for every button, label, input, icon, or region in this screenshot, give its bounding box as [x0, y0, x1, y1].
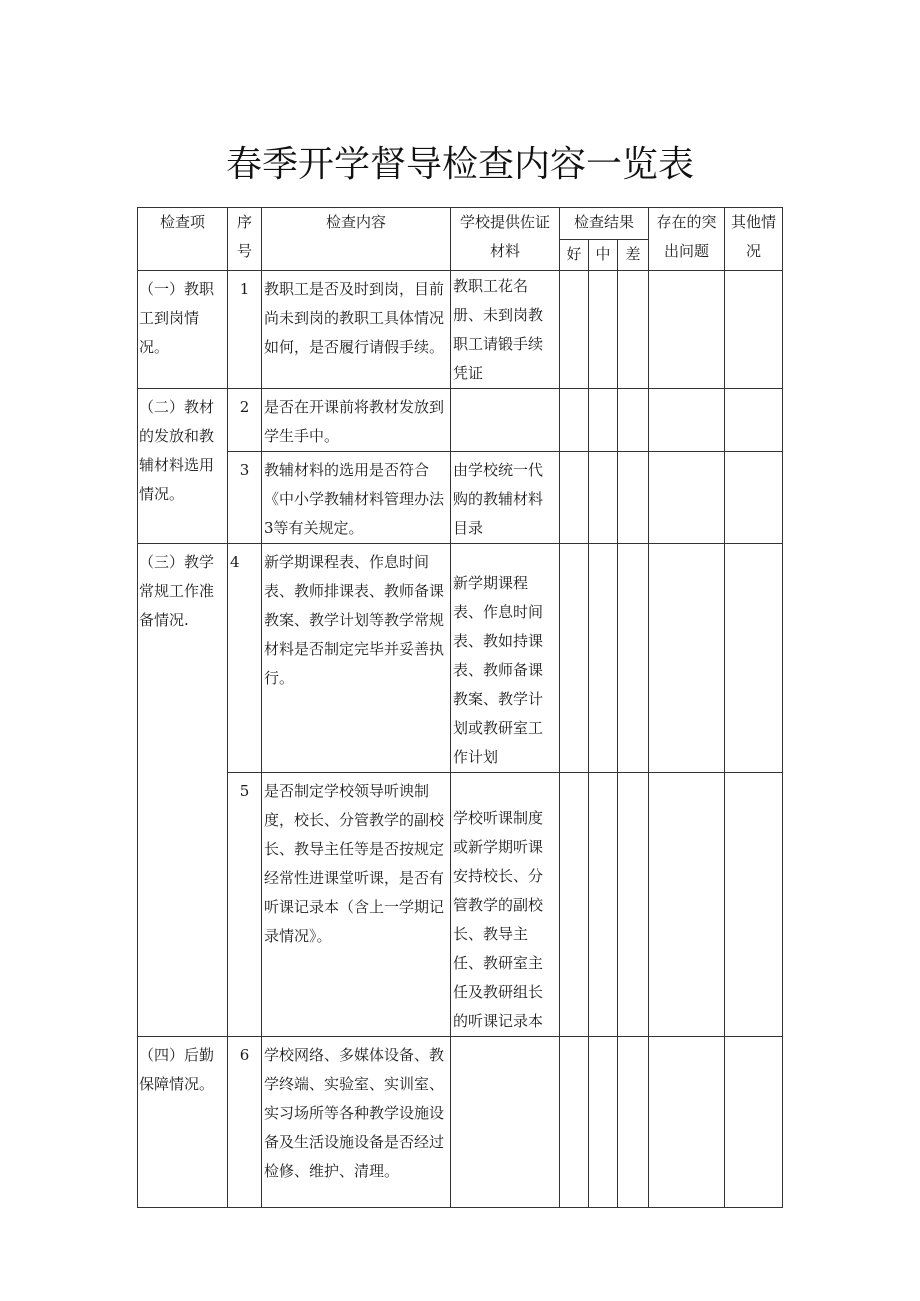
page-title: 春季开学督导检查内容一览表 — [225, 144, 694, 185]
header-other: 其他情况 — [725, 208, 783, 271]
other-cell — [725, 773, 783, 1037]
row-content: 是否在开课前将教材发放到学生手中。 — [262, 389, 451, 452]
group-name: （一）教职工到岗情况。 — [138, 271, 228, 389]
row-evidence: 由学校统一代购的教辅材料目录 — [451, 452, 560, 544]
result-poor-cell — [618, 452, 649, 544]
result-mid-cell — [589, 389, 618, 452]
problems-cell — [649, 452, 725, 544]
row-seq: 1 — [228, 271, 262, 389]
table-row — [138, 773, 783, 1037]
problems-cell — [649, 773, 725, 1037]
header-good: 好 — [560, 239, 589, 271]
result-poor-cell — [618, 544, 649, 773]
row-content: 学校网络、多媒体设备、教学终端、实验室、实训室、实习场所等各种教学设施设备及生活设施设备是否经过检修、维护、清理。 — [262, 1037, 451, 1208]
problems-cell — [649, 1037, 725, 1208]
result-good-cell — [560, 773, 589, 1037]
header-row — [138, 208, 783, 240]
table-row — [138, 452, 783, 544]
row-content: 是否制定学校领导听谀制度，校长、分管教学的副校长、教导主任等是否按规定经常性进课堂听课，是否有听课记录本（含上一学期记录情况》。 — [262, 773, 451, 1037]
problems-cell — [649, 389, 725, 452]
header-poor: 差 — [618, 239, 649, 271]
group-name: （二）教材的发放和教辅材料选用情况。 — [138, 389, 228, 544]
header-content: 检查内容 — [262, 208, 451, 271]
result-poor-cell — [618, 1037, 649, 1208]
result-poor-cell — [618, 389, 649, 452]
table-row — [138, 544, 783, 773]
row-seq: 5 — [228, 773, 262, 1037]
other-cell — [725, 389, 783, 452]
result-good-cell — [560, 544, 589, 773]
row-seq: 3 — [228, 452, 262, 544]
result-good-cell — [560, 452, 589, 544]
row-evidence — [451, 389, 560, 452]
result-good-cell — [560, 1037, 589, 1208]
result-good-cell — [560, 389, 589, 452]
row-seq: 2 — [228, 389, 262, 452]
table-row — [138, 389, 783, 452]
row-evidence: 教职工花名册、未到岗教职工请锻手续凭证 — [451, 271, 560, 389]
header-problems: 存在的突出问题 — [649, 208, 725, 271]
header-evidence: 学校提供佐证材料 — [451, 208, 560, 271]
row-evidence: 学校听课制度或新学期听课安持校长、分管教学的副校长、教导主任、教研室主任及教研组长的听课记录本 — [451, 773, 560, 1037]
table-row — [138, 1037, 783, 1208]
group-name: （三）教学常规工作准备情况. — [138, 544, 228, 1037]
header-seq: 序号 — [228, 208, 262, 271]
header-mid: 中 — [589, 239, 618, 271]
other-cell — [725, 544, 783, 773]
inspection-table — [137, 207, 783, 1208]
result-mid-cell — [589, 271, 618, 389]
result-mid-cell — [589, 544, 618, 773]
other-cell — [725, 1037, 783, 1208]
result-poor-cell — [618, 271, 649, 389]
problems-cell — [649, 271, 725, 389]
row-seq: 6 — [228, 1037, 262, 1208]
header-item: 检查项 — [138, 208, 228, 271]
row-content: 教职工是否及时到岗，目前尚未到岗的教职工具体情况如何，是否履行请假手续。 — [262, 271, 451, 389]
result-good-cell — [560, 271, 589, 389]
result-mid-cell — [589, 773, 618, 1037]
row-evidence — [451, 1037, 560, 1208]
row-seq: 4 — [228, 544, 262, 773]
other-cell — [725, 452, 783, 544]
row-evidence: 新学期课程表、作息时间表、教如持课表、教师备课教案、教学计划或教研室工作计划 — [451, 544, 560, 773]
other-cell — [725, 271, 783, 389]
result-poor-cell — [618, 773, 649, 1037]
result-mid-cell — [589, 1037, 618, 1208]
header-result: 检查结果 — [560, 208, 649, 240]
row-content: 新学期课程表、作息时间表、教师排课表、教师备课教案、教学计划等教学常规材料是否制定完毕并妥善执行。 — [262, 544, 451, 773]
problems-cell — [649, 544, 725, 773]
table-row — [138, 271, 783, 389]
row-content: 教辅材料的选用是否符合《中小学教辅材料管理办法3等有关规定。 — [262, 452, 451, 544]
group-name: （四）后勤保障情况。 — [138, 1037, 228, 1208]
result-mid-cell — [589, 452, 618, 544]
